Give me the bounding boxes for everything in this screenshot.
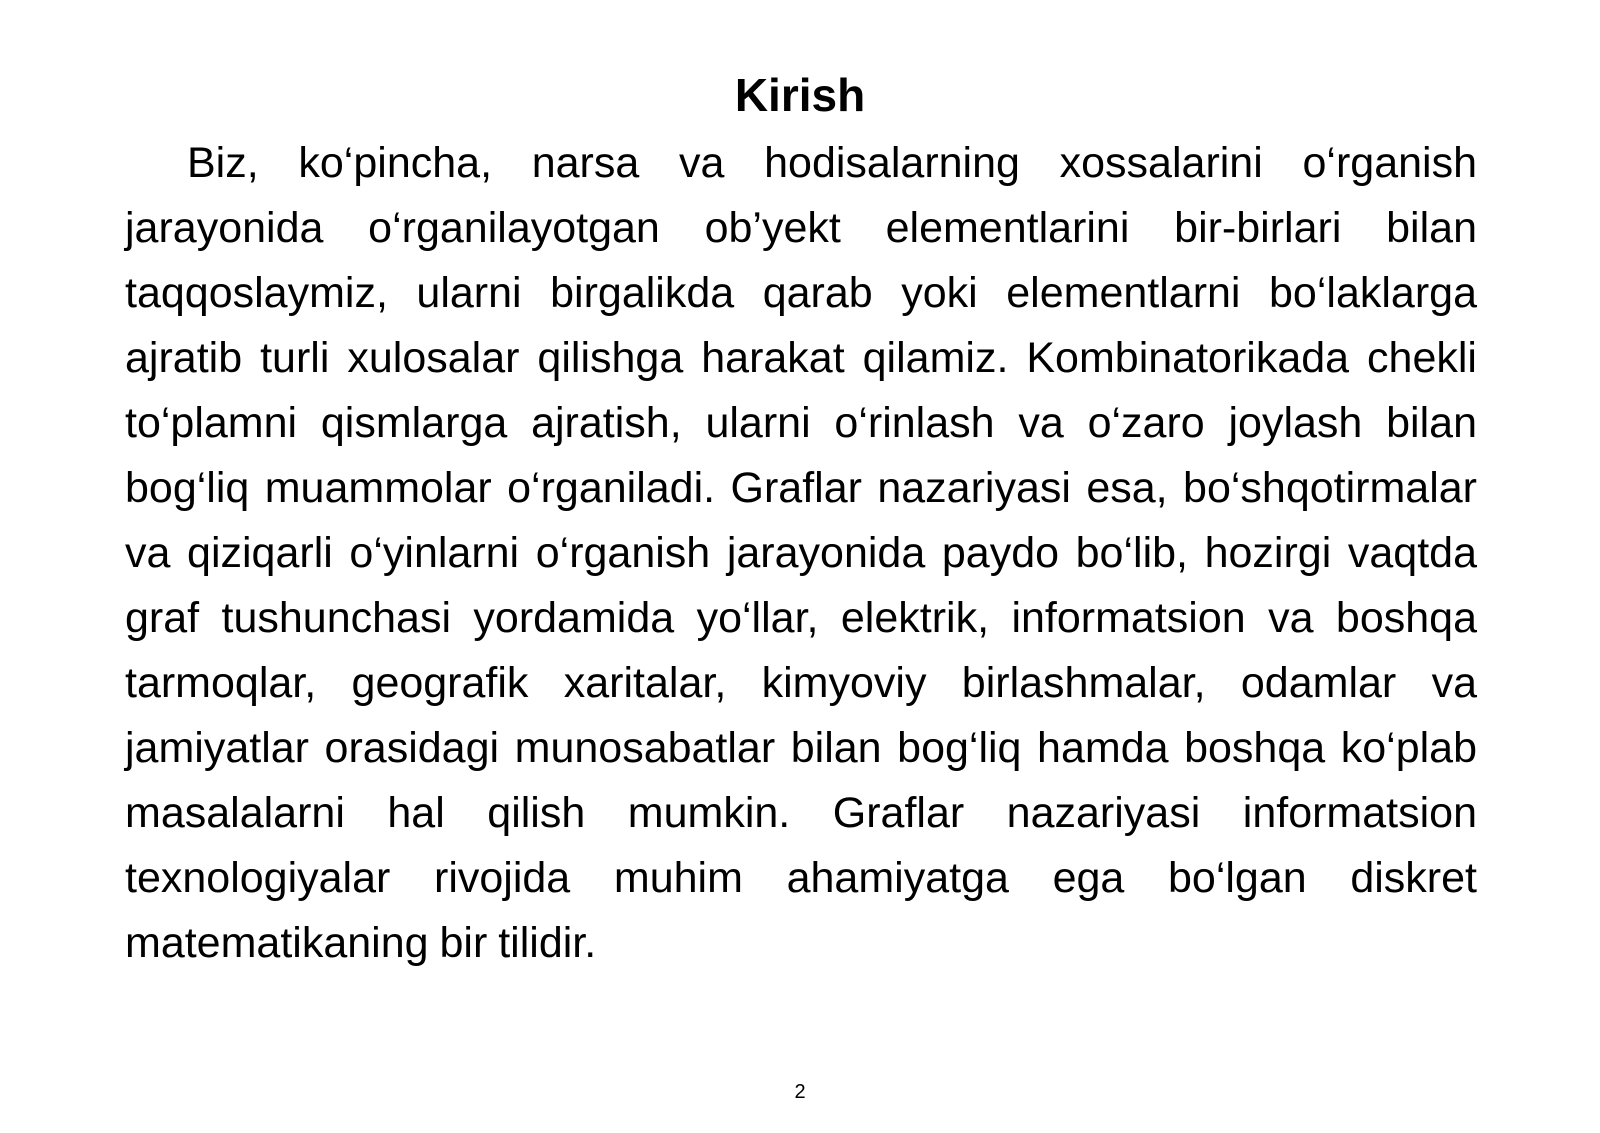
body-paragraph: Biz, ko‘pincha, narsa va hodisalarning xossalarini o‘rganish jarayonida o‘rganilayotgan ob’yekt elementlarini bir-birlari bilan taqqoslaymiz, ularni birgalikda qarab yoki elementlarni bo‘laklarga ajratib turli xulosalar qilishga harakat qilamiz. Kombinatorikada chekli to‘plamni qismlarga ajratish, ularni o‘rinlash va o‘zaro joylash bilan bog‘liq muammolar o‘rganiladi. Graflar nazariyasi esa, bo‘shqotirmalar va qiziqarli o‘yinlarni o‘rganish jarayonida paydo bo‘lib, hozirgi vaqtda graf tushunchasi yordamida yo‘llar, elektrik, informatsion va boshqa tarmoqlar, geografik xaritalar, kimyoviy birlashmalar, odamlar va jamiyatlar orasidagi munosabatlar bilan bog‘liq hamda boshqa ko‘plab masalalarni hal qilish mumkin. Graflar nazariyasi informatsion texnologiyalar rivojida muhim ahamiyatga ega bo‘lgan diskret matematikaning bir tilidir. (125, 139, 1477, 967)
page-number: 2 (794, 1081, 806, 1103)
section-title: Kirish (734, 69, 866, 121)
